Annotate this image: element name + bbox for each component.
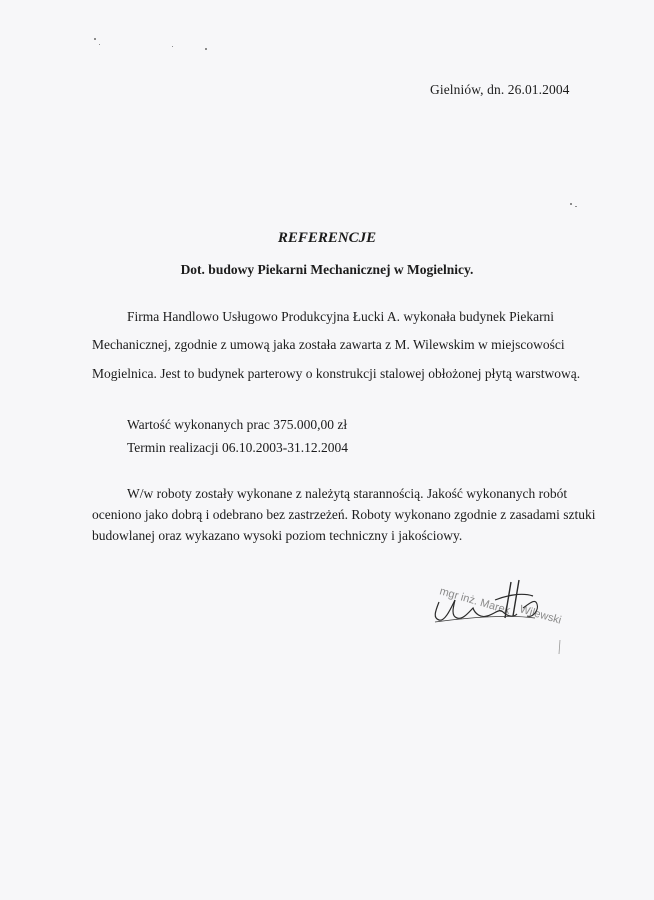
paragraph-1-line-1: Firma Handlowo Usługowo Produkcyjna Łucki A. wykonała budynek Piekarni — [127, 309, 555, 324]
stamp-text-1: mgr inż. Marek — [438, 585, 512, 617]
signature-underline — [435, 616, 535, 622]
scan-speck — [575, 206, 577, 207]
completion-term: Termin realizacji 06.10.2003-31.12.2004 — [127, 440, 348, 455]
paragraph-2-line-3: budowlanej oraz wykazano wysoki poziom techniczny i jakościowy. — [92, 528, 463, 543]
place-and-date: Gielniów, dn. 26.01.2004 — [430, 82, 570, 97]
scan-speck — [99, 44, 100, 45]
paragraph-1-line-2: Mechanicznej, zgodnie z umową jaka została zawarta z M. Wilewskim w miejscowości — [92, 337, 565, 352]
works-value: Wartość wykonanych prac 375.000,00 zł — [127, 417, 348, 432]
signature-stamp — [425, 578, 575, 658]
paragraph-2-line-2: oceniono jako dobrą i odebrano bez zastrzeżeń. Roboty wykonano zgodnie z zasadami sztuki — [92, 507, 596, 522]
paragraph-1-line-3: Mogielnica. Jest to budynek parterowy o konstrukcji stalowej obłożonej płytą warstwową. — [92, 366, 581, 381]
scan-speck — [172, 46, 173, 47]
scan-speck — [570, 203, 572, 205]
stamp-mark — [559, 640, 560, 654]
scan-speck — [205, 48, 207, 50]
scan-speck — [94, 38, 96, 40]
signature-stroke — [495, 594, 533, 600]
stamp-text-2: Wilewski — [518, 603, 563, 627]
signature-graphic — [425, 578, 575, 658]
signature-stroke — [513, 580, 519, 616]
paragraph-2-line-1: W/w roboty zostały wykonane z należytą starannością. Jakość wykonanych robót — [127, 486, 568, 501]
document-subject: Dot. budowy Piekarni Mechanicznej w Mogielnicy. — [180, 262, 474, 277]
document-title: REFERENCJE — [277, 230, 377, 246]
signature-stroke — [435, 600, 455, 620]
